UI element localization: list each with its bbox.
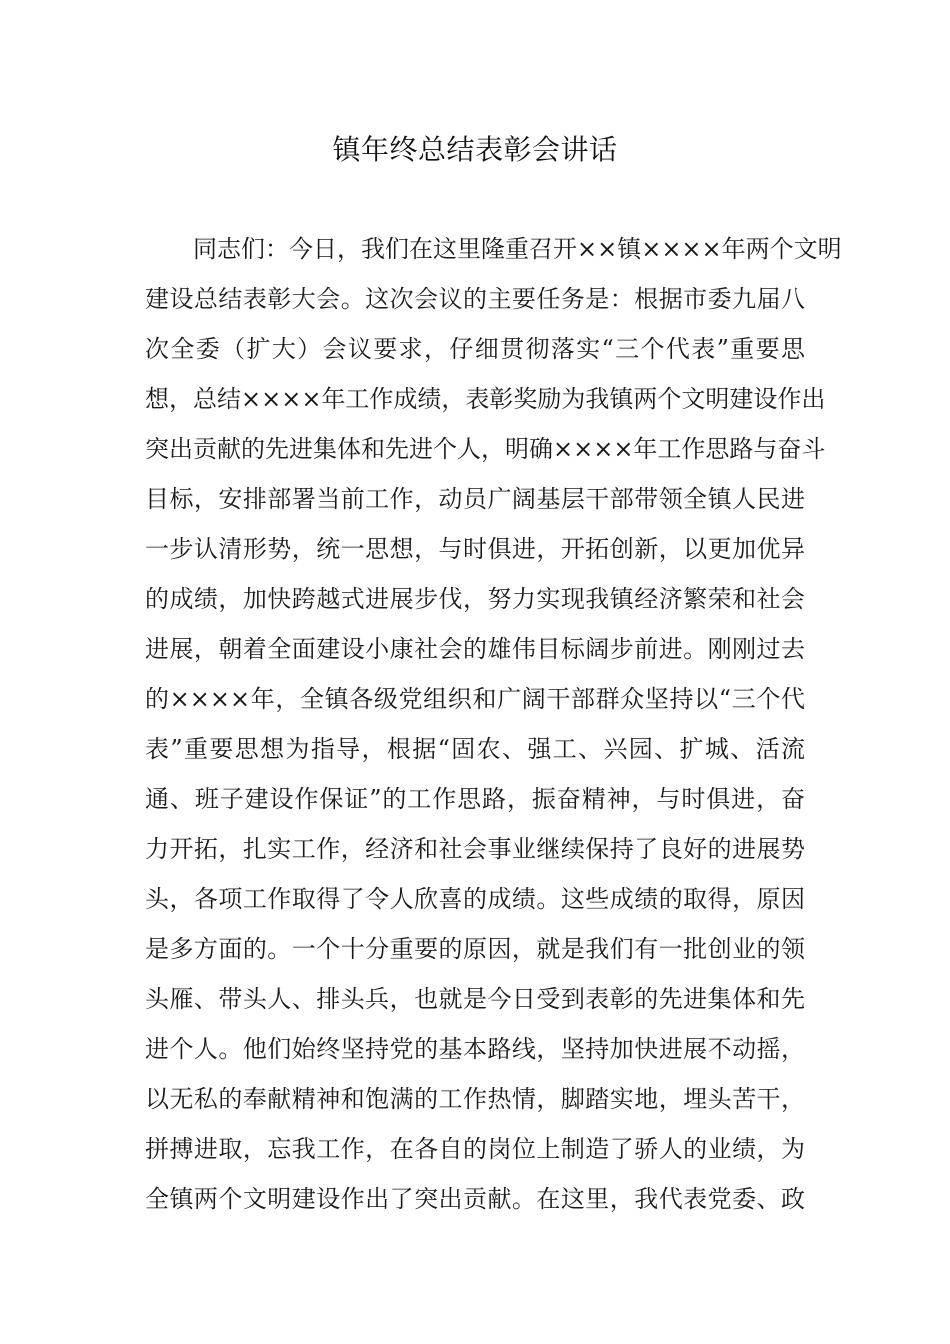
body-line: 的成绩，加快跨越式进展步伐，努力实现我镇经济繁荣和社会 [145,585,805,613]
document-title: 镇年终总结表彰会讲话 [332,133,618,166]
body-line: 以无私的奉献精神和饱满的工作热情，脚踏实地，埋头苦干， [145,1085,805,1113]
body-line: 次全委（扩大）会议要求，仔细贯彻落实“三个代表”重要思 [145,335,805,363]
body-line: 拼搏进取，忘我工作，在各自的岗位上制造了骄人的业绩，为 [145,1135,805,1163]
body-line: 的××××年，全镇各级党组织和广阔干部群众坚持以“三个代 [145,685,805,713]
body-line: 同志们：今日，我们在这里隆重召开××镇××××年两个文明 [193,235,842,263]
body-line: 想，总结××××年工作成绩，表彰奖励为我镇两个文明建设作出 [145,385,826,413]
body-line: 突出贡献的先进集体和先进个人，明确××××年工作思路与奋斗 [145,435,826,463]
body-line: 进展，朝着全面建设小康社会的雄伟目标阔步前进。刚刚过去 [145,635,805,663]
body-line: 力开拓，扎实工作，经济和社会事业继续保持了良好的进展势 [145,835,805,863]
body-line: 进个人。他们始终坚持党的基本路线，坚持加快进展不动摇， [145,1035,805,1063]
body-line: 一步认清形势，统一思想，与时俱进，开拓创新，以更加优异 [145,535,805,563]
body-line: 表”重要思想为指导，根据“固农、强工、兴园、扩城、活流 [145,735,805,763]
body-line: 目标，安排部署当前工作，动员广阔基层干部带领全镇人民进 [145,485,805,513]
body-line: 头，各项工作取得了令人欣喜的成绩。这些成绩的取得，原因 [145,885,805,913]
body-line: 通、班子建设作保证”的工作思路，振奋精神，与时俱进，奋 [145,785,805,813]
body-line: 头雁、带头人、排头兵，也就是今日受到表彰的先进集体和先 [145,985,805,1013]
body-line: 全镇两个文明建设作出了突出贡献。在这里，我代表党委、政 [145,1185,805,1213]
document-body [145,224,842,1224]
body-line: 是多方面的。一个十分重要的原因，就是我们有一批创业的领 [145,935,805,963]
body-line: 建设总结表彰大会。这次会议的主要任务是：根据市委九届八 [145,285,805,313]
